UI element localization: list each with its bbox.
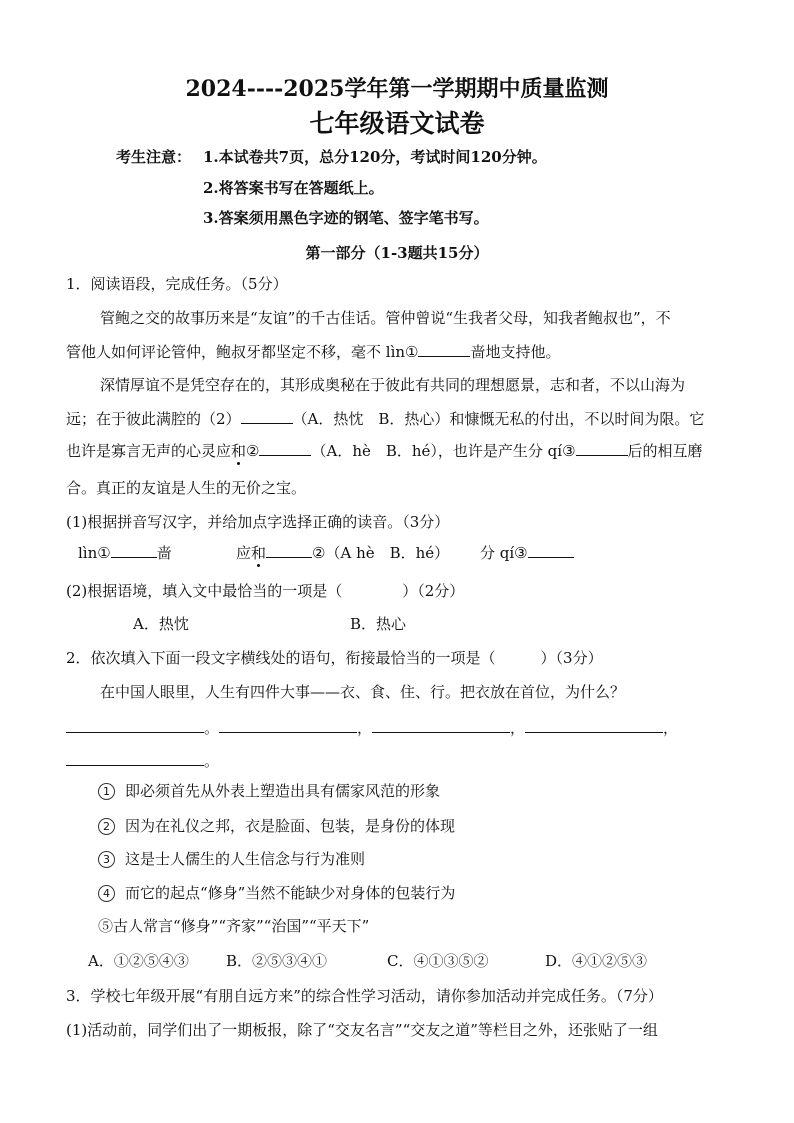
exam-title-line1: 2024----2025学年第一学期期中质量监测 [185, 76, 609, 102]
q1-paragraph2-line1: 深情厚谊不是凭空存在的，其形成奥秘在于彼此有共同的理想愿景，志和者，不以山海为 [100, 376, 686, 394]
q1-blank-4[interactable] [576, 441, 628, 456]
q1-text: （A．热忱 B．热心）和慷慨无私的付出，不以时间为限。它 [292, 410, 705, 428]
exam-title-line2: 七年级语文试卷 [309, 109, 485, 138]
q1-text: ②（A hè B．hé） [312, 544, 450, 562]
q2-fill-row-2 [66, 749, 219, 772]
q2-punct: ， [510, 719, 526, 737]
q2-item-2 [98, 815, 455, 837]
q1-answer-blank-1[interactable] [111, 543, 157, 558]
q3-stem: 3．学校七年级开展“有朋自远方来”的综合性学习活动，请你参加活动并完成任务。（7分） [66, 987, 663, 1005]
section-title: 第一部分（1-3题共15分） [305, 244, 489, 262]
q2-punct: ， [663, 719, 679, 737]
q2-punct: 。 [204, 719, 220, 737]
q2-item-4 [98, 882, 455, 904]
q1-paragraph2-line2 [66, 408, 704, 430]
q2-fill-blank-3[interactable] [372, 716, 510, 733]
q2-option-d[interactable]: D．④①②⑤③ [545, 952, 648, 970]
notice-item-3: 3.答案须用黑色字迹的钢笔、签字笔书写。 [203, 209, 489, 227]
q2-item-1 [98, 780, 440, 802]
q1-text: ② [246, 442, 260, 460]
q1-text: lìn① [78, 544, 111, 562]
q1-answer-blank-3[interactable] [528, 543, 574, 558]
q2-option-c[interactable]: C．④①③⑤② [387, 952, 489, 970]
q1-blank-1[interactable] [418, 342, 470, 357]
q1-text: 啬地支持他。 [470, 343, 561, 361]
q2-item-text: 即必须首先从外表上塑造出具有儒家风范的形象 [125, 782, 441, 800]
q1-paragraph1-line1: 管鲍之交的故事历来是“友谊”的千古佳话。管仲曾说“生我者父母，知我者鲍叔也”，不 [100, 309, 671, 327]
q1-option-a[interactable]: A．热忱 [133, 615, 189, 633]
q2-item-text: 这是士人儒生的人生信念与行为准则 [125, 850, 366, 868]
notice-item-2: 2.将答案书写在答题纸上。 [203, 179, 384, 197]
q1-sub1-answer-c [480, 542, 574, 564]
notice-item-1: 1.本试卷共7页，总分120分，考试时间120分钟。 [203, 148, 547, 166]
q2-option-a[interactable]: A．①②⑤④③ [88, 952, 189, 970]
q1-sub1: (1)根据拼音写汉字，并给加点字选择正确的读音。（3分） [66, 513, 450, 531]
q1-option-b[interactable]: B．热心 [350, 615, 407, 633]
q2-item-text: 因为在礼仪之邦，衣是脸面、包装，是身份的体现 [125, 817, 456, 835]
notice-label: 考生注意： [116, 148, 192, 166]
circled-number-icon: 1 [98, 783, 115, 800]
q2-fill-blank-4[interactable] [525, 716, 663, 733]
q2-item-text: 而它的起点“修身”当然不能缺少对身体的包装行为 [125, 884, 456, 902]
circled-number-icon: 2 [98, 818, 115, 835]
q2-fill-blank-5[interactable] [66, 749, 204, 766]
q1-sub1-answer-b [236, 542, 449, 564]
q1-dotted-char: 和 [231, 442, 247, 460]
q2-item-3 [98, 848, 365, 870]
q1-text: （A．hè B．hé），也许是产生分 qí③ [311, 442, 576, 460]
q2-fill-row-1 [66, 716, 678, 739]
q1-sub1-answer-a [78, 542, 172, 564]
q2-punct: ， [357, 719, 373, 737]
q1-stem: 1．阅读语段，完成任务。（5分） [66, 275, 288, 293]
q1-paragraph2-line3 [66, 440, 703, 462]
q3-sub1: (1)活动前，同学们出了一期板报，除了“交友名言”“交友之道”等栏目之外，还张贴了一组 [66, 1021, 658, 1039]
q1-dotted-char: 和 [251, 544, 267, 562]
circled-number-icon: 3 [98, 851, 115, 868]
q1-text: 远；在于彼此满腔的（2） [66, 410, 241, 428]
q2-fill-blank-1[interactable] [66, 716, 204, 733]
q1-sub2: (2)根据语境，填入文中最恰当的一项是（ ）（2分） [66, 582, 465, 600]
q2-option-b[interactable]: B．②⑤③④① [226, 952, 328, 970]
q1-text: 啬 [156, 544, 172, 562]
q1-paragraph2-line4: 合。真正的友谊是人生的无价之宝。 [66, 479, 307, 497]
q1-text: 也许是寡言无声的心灵应 [66, 442, 232, 460]
q2-passage: 在中国人眼里，人生有四件大事——衣、食、住、行。把衣放在首位，为什么？ [100, 683, 626, 701]
q2-stem: 2．依次填入下面一段文字横线处的语句，衔接最恰当的一项是（ ）（3分） [66, 649, 603, 667]
q2-fill-blank-2[interactable] [219, 716, 357, 733]
q1-blank-3[interactable] [259, 441, 311, 456]
q1-text: 管他人如何评论管仲，鲍叔牙都坚定不移，毫不 lìn① [66, 343, 419, 361]
q2-punct: 。 [204, 752, 220, 770]
q1-blank-2[interactable] [241, 409, 293, 424]
q1-answer-blank-2[interactable] [266, 543, 312, 558]
q1-text: 分 qí③ [480, 544, 528, 562]
q2-item-5: ⑤古人常言“修身”“齐家”“治国”“平天下” [98, 917, 370, 935]
q1-text: 后的相互磨 [627, 442, 703, 460]
q1-text: 应 [236, 544, 252, 562]
q1-paragraph1-line2 [66, 341, 561, 363]
circled-number-icon: 4 [98, 885, 115, 902]
